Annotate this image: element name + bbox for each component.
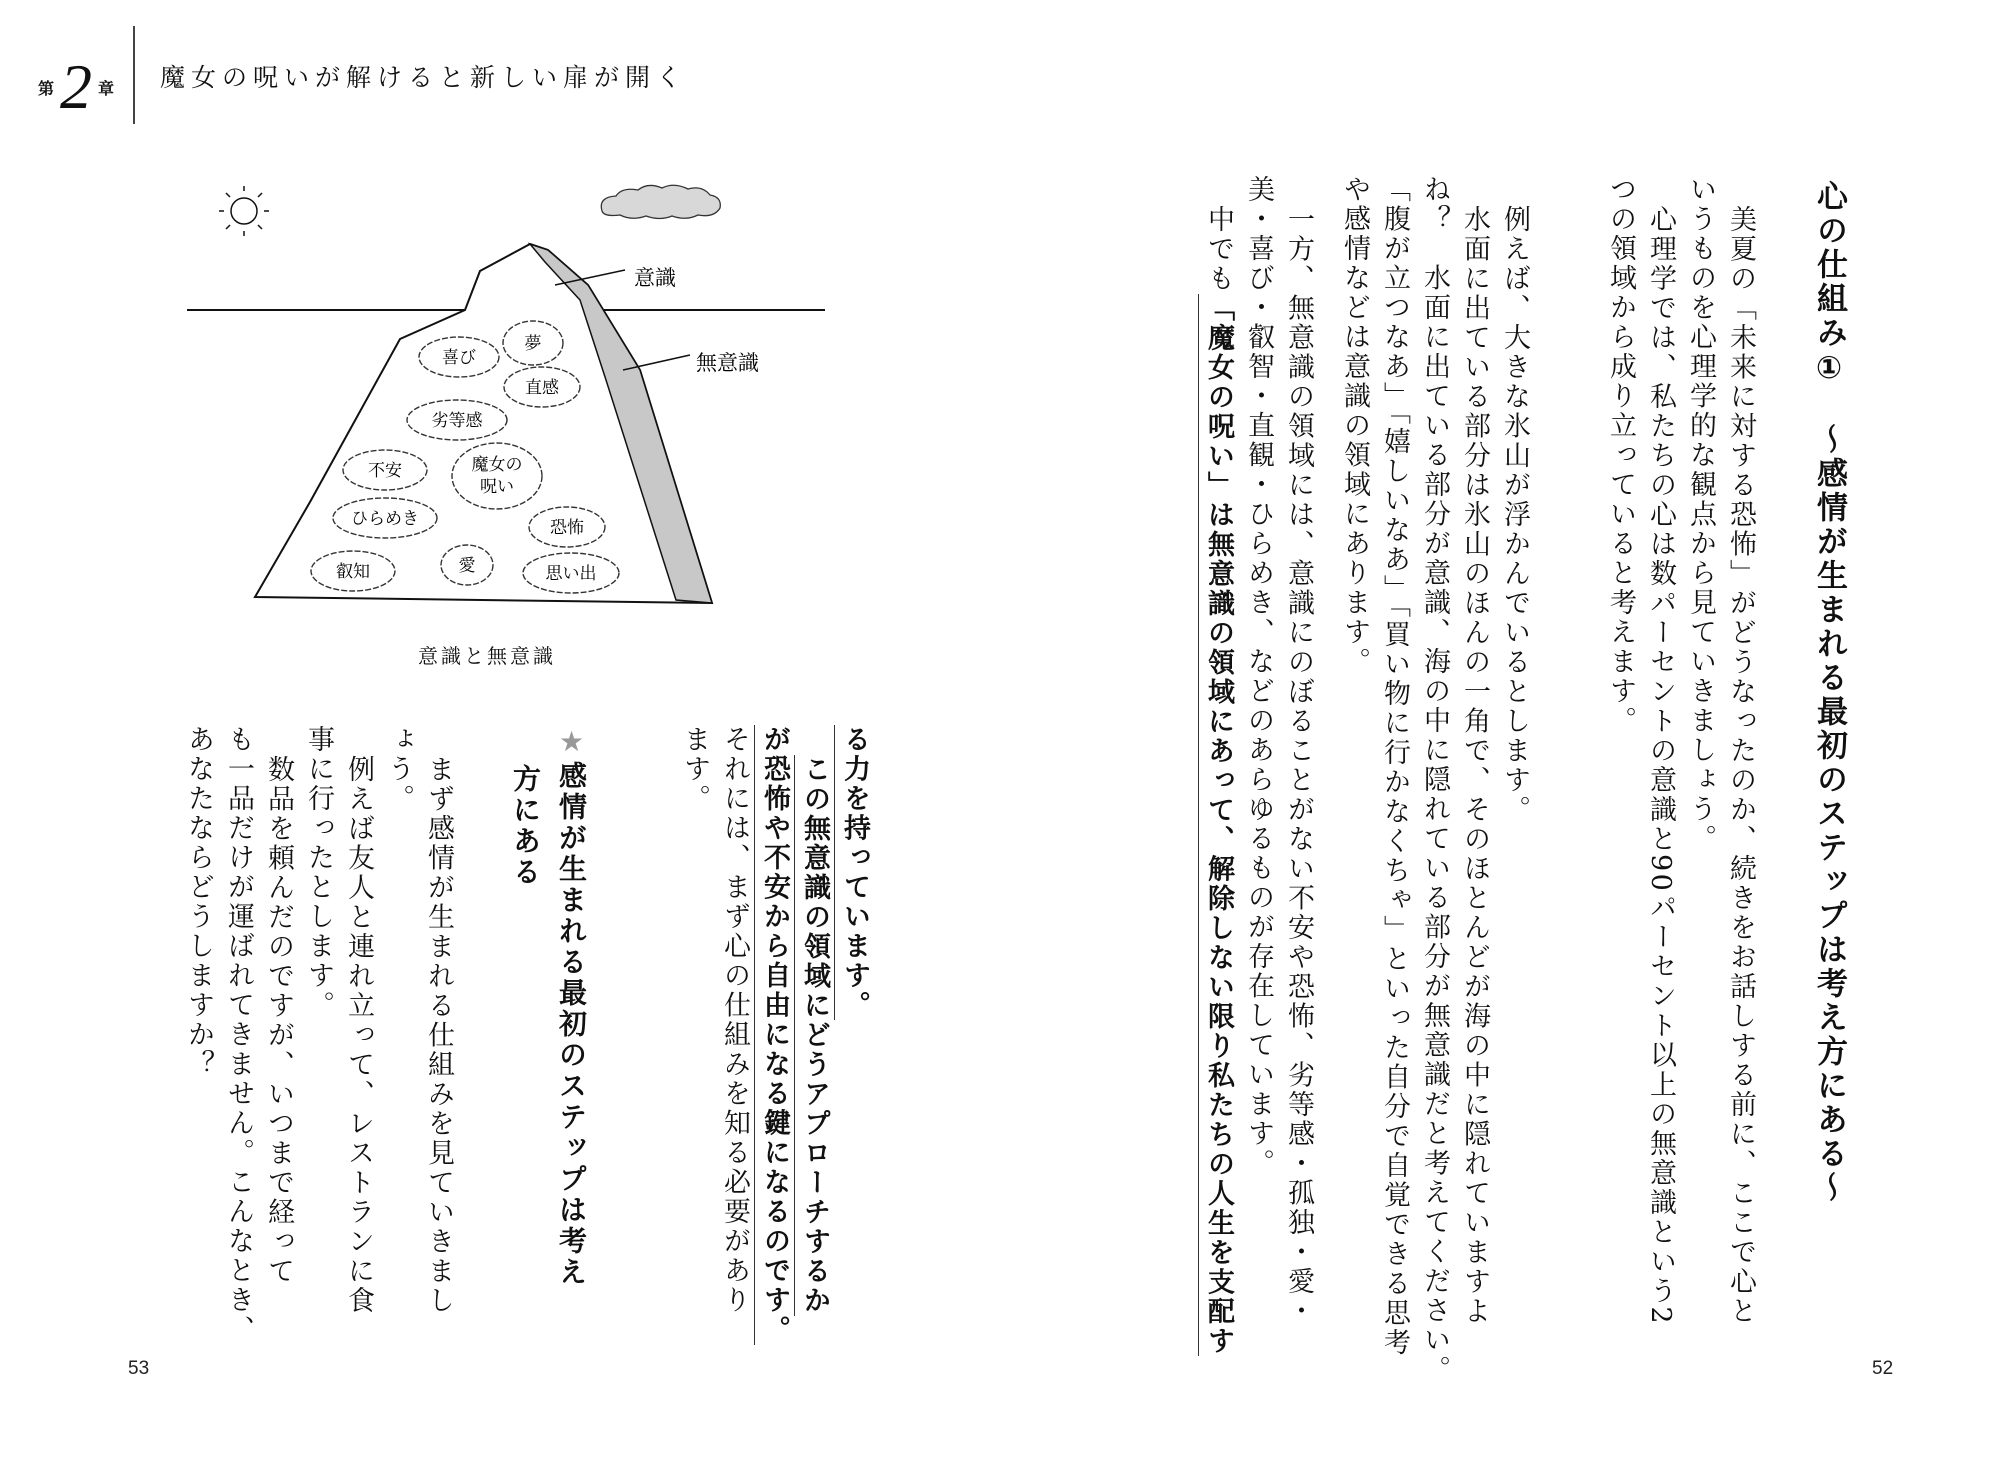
body-col-1: 美夏の「未来に対する恐怖」がどうなったのか、続きをお話しする前に、ここで心と xyxy=(1725,205,1756,1326)
body-col-7: ね？ 水面に出ている部分が意識、海の中に隠れている部分が無意識だと考えてください。 xyxy=(1419,175,1450,1385)
bubble-label: 思い出 xyxy=(545,564,597,584)
bubble-label: 魔女の xyxy=(471,455,523,475)
body-col-4: つの領域から成り立っていると考えます。 xyxy=(1605,175,1636,736)
bubble-ai xyxy=(441,545,493,585)
body-col-9: や感情などは意識の領域にあります。 xyxy=(1339,175,1370,677)
bubble-label: 不安 xyxy=(368,461,402,481)
left-col-4: それには、まず心の仕組みを知る必要があり xyxy=(719,725,750,1315)
left-col-11: も一品だけが運ばれてきません。こんなとき、 xyxy=(223,725,254,1345)
section-heading-sub: 〜感情が生まれる最初のステップは考え方にある〜 xyxy=(1811,423,1847,1205)
bubble-chokkan xyxy=(504,367,580,407)
bubble-label: 叡知 xyxy=(336,562,370,582)
chapter-number: 2 xyxy=(60,51,93,122)
bubble-yume xyxy=(503,321,563,365)
left-emph-2: この無意識の領域にどうアプローチするか xyxy=(794,755,830,1316)
bubble-kyoufu xyxy=(529,507,605,547)
bubble-label: 劣等感 xyxy=(431,411,483,431)
bubble-fuan xyxy=(343,450,427,490)
sun-icon xyxy=(219,186,269,236)
section-heading-main: 心の仕組み① xyxy=(1811,180,1847,389)
left-emph-3: が恐怖や不安から自由になる鍵になるのです。 xyxy=(754,725,790,1345)
bubble-omoide xyxy=(523,553,619,593)
left-col-5: ます。 xyxy=(679,725,710,814)
chapter-prefix: 第 xyxy=(38,78,55,98)
left-col-10: 数品を頼んだのですが、いつまで経って xyxy=(263,755,294,1286)
bubble-label: 夢 xyxy=(524,334,542,354)
chapter-title: 魔女の呪いが解けると新しい扉が開く xyxy=(160,63,688,92)
subheading-line-1: 感情が生まれる最初のステップは考え xyxy=(555,761,588,1288)
subheading-line-2: 方にある xyxy=(509,764,542,888)
left-col-8: 例えば友人と連れ立って、レストランに食 xyxy=(343,755,374,1316)
body-col-10: 一方、無意識の領域には、意識にのぼることがない不安や恐怖、劣等感・孤独・愛・ xyxy=(1283,205,1314,1326)
highlight-witch-curse: 「魔女の呪い」は無意識の領域にあって、解除しない限り私たちの人生を支配す xyxy=(1198,294,1234,1356)
body-col-8: 「腹が立つなあ」「嬉しいなあ」「買い物に行かなくちゃ」といった自分で自覚できる思考 xyxy=(1379,175,1410,1358)
bubble-label: 直感 xyxy=(525,378,559,398)
left-emph-1: る力を持っています。 xyxy=(834,725,870,1020)
body-col-11: 美・喜び・叡智・直観・ひらめき、などのあらゆるものが存在しています。 xyxy=(1243,175,1274,1178)
body-col-6: 水面に出ている部分は氷山のほんの一角で、そのほとんどが海の中に隠れていますよ xyxy=(1459,205,1490,1326)
star-icon: ★ xyxy=(555,725,588,761)
left-col-12: あなたならどうしますか？ xyxy=(183,725,214,1079)
bubble-label: 恐怖 xyxy=(550,518,584,538)
sky-cloud-icon xyxy=(601,185,720,218)
bubble-eichi xyxy=(311,551,395,591)
label-ishiki: 意識 xyxy=(634,266,676,290)
left-col-6: まず感情が生まれる仕組みを見ていきまし xyxy=(423,755,454,1316)
figure-caption: 意識と無意識 xyxy=(418,644,556,668)
bubble-label: 呪い xyxy=(480,477,514,497)
bubble-label: 喜び xyxy=(442,348,476,368)
body-col-5: 例えば、大きな氷山が浮かんでいるとします。 xyxy=(1499,205,1530,825)
body-col-2: いうものを心理学的な観点から見ていきましょう。 xyxy=(1685,175,1716,854)
bubble-majo-noroi xyxy=(452,443,542,509)
page-number-left: 53 xyxy=(128,1358,150,1379)
bubble-yorokobi xyxy=(419,337,499,377)
bubble-hirameki xyxy=(333,498,437,538)
body-col-3: 心理学では、私たちの心は数パーセントの意識と90パーセント以上の無意識という2 xyxy=(1645,205,1676,1327)
label-muishiki: 無意識 xyxy=(696,351,759,375)
body-col-12-lead: 中でも xyxy=(1203,205,1234,294)
left-col-9: 事に行ったとします。 xyxy=(303,725,334,1020)
chapter-suffix: 章 xyxy=(98,78,115,98)
left-col-7: ょう。 xyxy=(383,725,414,814)
bubble-rettoukan xyxy=(407,400,507,440)
bubble-label: 愛 xyxy=(458,556,476,576)
page-number-right: 52 xyxy=(1872,1358,1894,1379)
bubble-label: ひらめき xyxy=(351,509,419,529)
